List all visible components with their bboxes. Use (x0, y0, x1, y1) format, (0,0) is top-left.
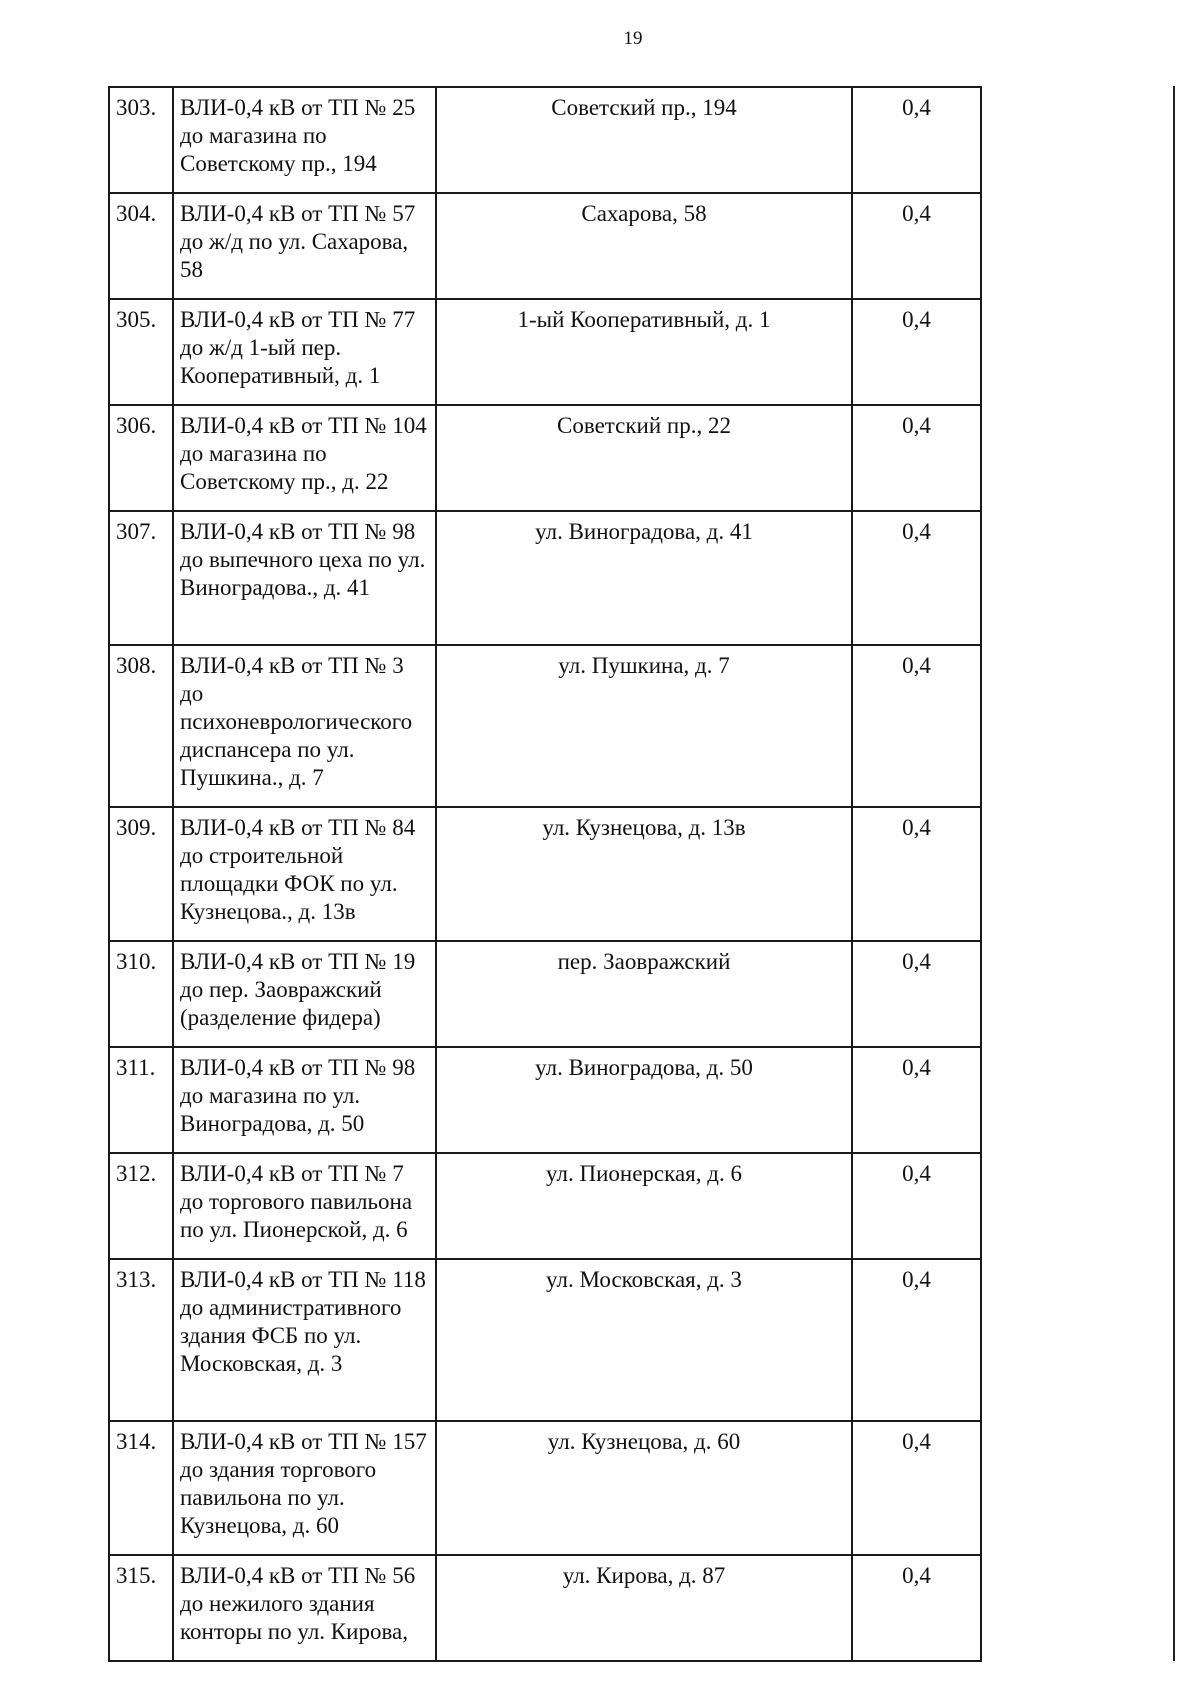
line-description: ВЛИ-0,4 кВ от ТП № 77 до ж/д 1-ый пер. Кооперативный, д. 1 (173, 299, 436, 405)
line-description: ВЛИ-0,4 кВ от ТП № 118 до административного здания ФСБ по ул. Московская, д. 3 (173, 1259, 436, 1421)
row-number: 315. (109, 1555, 173, 1661)
line-description: ВЛИ-0,4 кВ от ТП № 7 до торгового павильона по ул. Пионерской, д. 6 (173, 1153, 436, 1259)
table-row (109, 807, 981, 941)
object-address: 1-ый Кооперативный, д. 1 (436, 299, 852, 405)
line-description: ВЛИ-0,4 кВ от ТП № 84 до строительной площадки ФОК по ул. Кузнецова., д. 13в (173, 807, 436, 941)
line-description: ВЛИ-0,4 кВ от ТП № 19 до пер. Заовражский (разделение фидера) (173, 941, 436, 1047)
line-description: ВЛИ-0,4 кВ от ТП № 98 до магазина по ул. Виноградова, д. 50 (173, 1047, 436, 1153)
voltage-value: 0,4 (852, 405, 981, 511)
voltage-value: 0,4 (852, 645, 981, 807)
object-address: Сахарова, 58 (436, 193, 852, 299)
voltage-value: 0,4 (852, 1555, 981, 1661)
line-description: ВЛИ-0,4 кВ от ТП № 98 до выпечного цеха по ул. Виноградова., д. 41 (173, 511, 436, 645)
objects-table (108, 86, 982, 1662)
object-address: Советский пр., 22 (436, 405, 852, 511)
table-row (109, 511, 981, 645)
line-description: ВЛИ-0,4 кВ от ТП № 25 до магазина по Советскому пр., 194 (173, 87, 436, 193)
voltage-value: 0,4 (852, 1259, 981, 1421)
object-address: ул. Виноградова, д. 50 (436, 1047, 852, 1153)
table-row (109, 1047, 981, 1153)
object-address: пер. Заовражский (436, 941, 852, 1047)
row-number: 306. (109, 405, 173, 511)
table-row (109, 1421, 981, 1555)
row-number: 311. (109, 1047, 173, 1153)
object-address: ул. Московская, д. 3 (436, 1259, 852, 1421)
table-row (109, 1555, 981, 1661)
right-margin-rule (1173, 86, 1175, 1661)
line-description: ВЛИ-0,4 кВ от ТП № 56 до нежилого здания конторы по ул. Кирова, (173, 1555, 436, 1661)
row-number: 304. (109, 193, 173, 299)
table-row (109, 1153, 981, 1259)
object-address: ул. Виноградова, д. 41 (436, 511, 852, 645)
row-number: 314. (109, 1421, 173, 1555)
voltage-value: 0,4 (852, 1047, 981, 1153)
line-description: ВЛИ-0,4 кВ от ТП № 104 до магазина по Советскому пр., д. 22 (173, 405, 436, 511)
page-number: 19 (623, 28, 643, 49)
row-number: 310. (109, 941, 173, 1047)
object-address: ул. Кирова, д. 87 (436, 1555, 852, 1661)
line-description: ВЛИ-0,4 кВ от ТП № 57 до ж/д по ул. Сахарова, 58 (173, 193, 436, 299)
voltage-value: 0,4 (852, 193, 981, 299)
row-number: 305. (109, 299, 173, 405)
row-number: 309. (109, 807, 173, 941)
table-row (109, 941, 981, 1047)
object-address: ул. Пионерская, д. 6 (436, 1153, 852, 1259)
line-description: ВЛИ-0,4 кВ от ТП № 3 до психоневрологического диспансера по ул. Пушкина., д. 7 (173, 645, 436, 807)
voltage-value: 0,4 (852, 1421, 981, 1555)
voltage-value: 0,4 (852, 941, 981, 1047)
table-row (109, 299, 981, 405)
row-number: 303. (109, 87, 173, 193)
table-row (109, 87, 981, 193)
table-row (109, 193, 981, 299)
voltage-value: 0,4 (852, 299, 981, 405)
object-address: Советский пр., 194 (436, 87, 852, 193)
table-row (109, 1259, 981, 1421)
table-row (109, 645, 981, 807)
voltage-value: 0,4 (852, 807, 981, 941)
object-address: ул. Кузнецова, д. 13в (436, 807, 852, 941)
object-address: ул. Пушкина, д. 7 (436, 645, 852, 807)
row-number: 312. (109, 1153, 173, 1259)
table-row (109, 405, 981, 511)
row-number: 313. (109, 1259, 173, 1421)
row-number: 308. (109, 645, 173, 807)
line-description: ВЛИ-0,4 кВ от ТП № 157 до здания торгового павильона по ул. Кузнецова, д. 60 (173, 1421, 436, 1555)
voltage-value: 0,4 (852, 87, 981, 193)
row-number: 307. (109, 511, 173, 645)
voltage-value: 0,4 (852, 1153, 981, 1259)
object-address: ул. Кузнецова, д. 60 (436, 1421, 852, 1555)
voltage-value: 0,4 (852, 511, 981, 645)
